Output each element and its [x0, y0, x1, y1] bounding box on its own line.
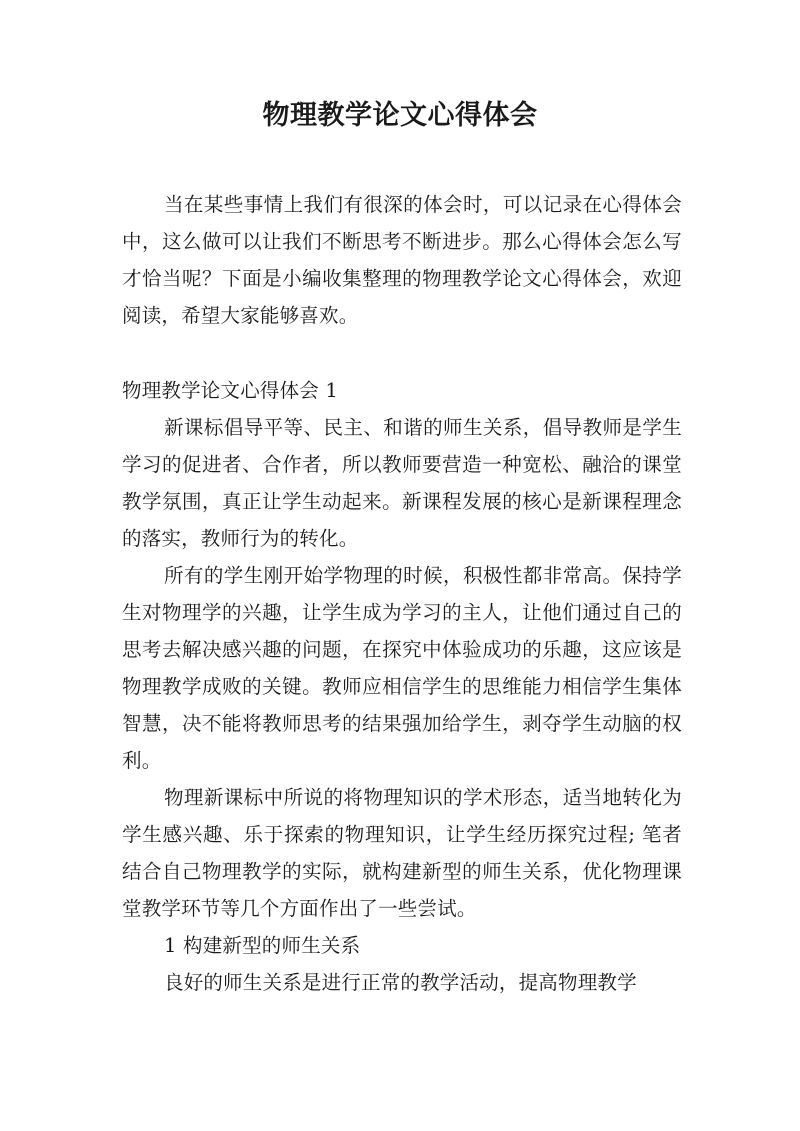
body-paragraph-3: 物理新课标中所说的将物理知识的学术形态，适当地转化为学生感兴趣、乐于探索的物理知识，让学生经历探究过程; 笔者结合自己物理教学的实际，就构建新型的师生关系，优化物理课堂教学环节等几个方面作出了一些尝试。	[122, 786, 682, 920]
subheading: 1 构建新型的师生关系	[164, 934, 361, 957]
section-heading: 物理教学论文心得体会 1	[122, 379, 339, 402]
intro-paragraph: 当在某些事情上我们有很深的体会时，可以记录在心得体会中，这么做可以让我们不断思考不断进步。那么心得体会怎么写才恰当呢？下面是小编收集整理的物理教学论文心得体会，欢迎阅读，希望大家能够喜欢。	[122, 193, 682, 327]
document-title: 物理教学论文心得体会	[262, 100, 538, 131]
body-paragraph-1: 新课标倡导平等、民主、和谐的师生关系，倡导教师是学生学习的促进者、合作者，所以教师要营造一种宽松、融洽的课堂教学氛围，真正让学生动起来。新课程发展的核心是新课程理念的落实，教师行为的转化。	[122, 416, 682, 550]
body-paragraph-4: 良好的师生关系是进行正常的教学活动，提高物理教学	[164, 971, 637, 994]
main-content	[122, 372, 682, 1001]
body-paragraph-2: 所有的学生刚开始学物理的时候，积极性都非常高。保持学生对物理学的兴趣，让学生成为学习的主人，让他们通过自己的思考去解决感兴趣的问题，在探究中体验成功的乐趣，这应该是物理教学成败的关键。教师应相信学生的思维能力相信学生集体智慧，决不能将教师思考的结果强加给学生，剥夺学生动脑的权利。	[122, 564, 682, 772]
intro-block	[122, 186, 682, 334]
